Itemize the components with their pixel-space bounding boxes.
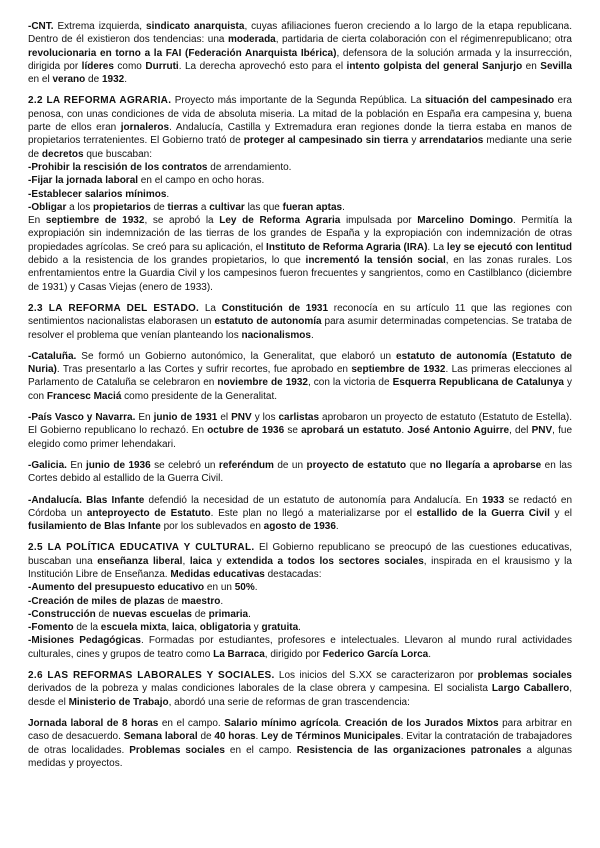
text-run: . La — [427, 241, 447, 253]
bold-text: septiembre de 1932 — [45, 215, 145, 227]
text-run: que buscaban: — [83, 148, 152, 160]
bold-text: propietarios — [93, 201, 151, 213]
bold-text: estatuto de autonomía — [214, 316, 322, 328]
text-run: las que — [244, 201, 283, 213]
text-run: de la — [73, 622, 101, 634]
text-run: . Tras presentarlo a las Cortes y sufrir recortes, fue aprobado en — [56, 364, 352, 376]
bold-text: enseñanza liberal — [97, 555, 183, 567]
text-run: . — [254, 582, 258, 594]
text-run: a los — [66, 201, 94, 213]
text-run: En — [135, 412, 154, 424]
text-run: y — [250, 622, 262, 634]
text-run: como — [113, 60, 146, 72]
text-run: El Gobierno republicano se preocupó de las cuestiones educativas, buscaban una — [28, 542, 572, 567]
andalucia-paragraph — [28, 494, 572, 534]
text-run: para asumir determinadas competencias. Se trataba de resolver el problema que venían planteando los — [28, 316, 572, 341]
bold-text: Esquerra Republicana de Catalunya — [392, 377, 564, 389]
bold-text: Creación de los Jurados Mixtos — [344, 717, 499, 729]
bold-text: estatuto de autonomía (Estatuto de Nuria) — [28, 350, 572, 376]
text-run: en el — [28, 74, 53, 86]
text-run: en un — [204, 582, 235, 594]
text-run: . Las primeras elecciones al Parlamento de Cataluña se celebraron en — [28, 364, 572, 389]
text-run: para arbitrar en caso de desacuerdo. — [28, 717, 572, 743]
section-heading: 2.5 LA POLÍTICA EDUCATIVA Y CULTURAL. — [28, 542, 255, 554]
bold-text: -Establecer salarios mínimos — [28, 188, 167, 200]
bold-text: cultivar — [209, 201, 245, 213]
bold-text: proyecto de estatuto — [306, 459, 407, 471]
bold-text: fusilamiento de Blas Infante — [28, 521, 161, 533]
bold-text: anteproyecto de Estatuto — [86, 507, 211, 519]
bold-text: PNV — [231, 412, 252, 424]
text-run: el — [217, 412, 232, 424]
bold-text: Ley de Reforma Agraria — [219, 215, 341, 227]
agraria-bullet-contratos — [28, 161, 572, 174]
text-run: . — [166, 188, 170, 200]
bold-text: Durruti — [145, 60, 179, 72]
pais-vasco-paragraph — [28, 411, 572, 451]
text-run: . — [310, 329, 314, 341]
text-run: derivados de la pobreza y malas condiciones laborales de la clase obrera y campesina. El socialista — [28, 683, 492, 695]
bold-text: La Barraca — [213, 648, 265, 660]
text-run: por los sublevados en — [160, 521, 264, 533]
text-run: Los inicios del S.XX se caracterizaron por — [274, 670, 478, 682]
text-run: . Permitía la expropiación sin indemnización de las tierras de los grandes de España y la expropiación con indemnización de otras propiedades agrícolas. Se creó para su aplicación, el — [28, 215, 573, 253]
text-run: en el campo. — [158, 717, 225, 729]
cnt-paragraph — [28, 20, 572, 86]
text-run: y — [212, 555, 227, 567]
bold-text: moderada — [227, 34, 276, 46]
bold-text: ley se ejecutó con lentitud — [446, 241, 573, 253]
bold-text: -CNT. — [28, 21, 54, 32]
text-run: de — [197, 731, 215, 743]
bold-text: escuela mixta — [100, 622, 167, 634]
bold-text: octubre de 1936 — [207, 425, 285, 437]
bold-text: 50% — [234, 582, 255, 594]
bold-text: Sevilla — [540, 60, 572, 72]
text-run: , inspirada en el krausismo y la Institución Libre de Enseñanza. — [28, 555, 572, 580]
text-run: , cuyas afiliaciones fueron creciendo a lo largo de la etapa republicana. Dentro de él existieron dos tendencias: una — [28, 21, 572, 46]
section-heading: 2.6 LAS REFORMAS LABORALES Y SOCIALES. — [28, 670, 275, 682]
text-run: a — [198, 201, 210, 213]
text-run: de arrendamiento. — [207, 161, 292, 173]
bold-text: Marcelino Domingo — [417, 215, 513, 227]
text-run: se celebró un — [150, 459, 219, 471]
text-run: . — [335, 521, 339, 533]
text-run: , defensora de la solución armada y la insurrección, dirigida por — [28, 47, 572, 72]
text-run: , — [166, 622, 172, 634]
text-run: En — [28, 215, 46, 227]
bold-text: -Obligar — [28, 201, 67, 213]
text-run: Se formó un Gobierno autonómico, la Generalitat, que elaboró un — [76, 350, 397, 362]
reforma-estado-intro — [28, 302, 572, 342]
bold-text: -Misiones Pedagógicas — [28, 635, 141, 647]
text-run: , desde el — [28, 683, 572, 708]
bold-text: junio de 1931 — [153, 412, 218, 424]
text-run: como presidente de la Generalitat. — [121, 390, 278, 402]
text-run: . — [298, 622, 301, 634]
bold-text: extendida a todos los sectores sociales — [226, 555, 424, 567]
bold-text: intento golpista del general Sanjurjo — [346, 60, 523, 72]
educativa-bullet-plazas — [28, 595, 572, 608]
bold-text: sindicato anarquista — [146, 21, 245, 32]
bold-text: arrendatarios — [419, 135, 484, 147]
educativa-bullet-presupuesto — [28, 581, 572, 594]
text-run: y los — [251, 412, 279, 424]
text-run: , — [182, 555, 190, 567]
bold-text: revolucionaria en torno a la FAI (Federación Anarquista Ibérica) — [28, 47, 337, 59]
bold-text: decretos — [41, 148, 84, 160]
bold-text: -Construcción — [28, 608, 96, 620]
text-run: reconocía en su artículo 11 que las regiones con sentimientos nacionalistas elaborasen un — [28, 302, 573, 328]
bold-text: tierras — [167, 201, 199, 213]
bold-text: 1933 — [482, 494, 505, 506]
bold-text: 1932 — [101, 74, 125, 86]
text-run: de un — [273, 459, 307, 471]
bold-text: Problemas sociales — [129, 744, 225, 756]
text-run: . — [255, 731, 262, 743]
agraria-bullet-salarios — [28, 188, 572, 201]
bold-text: incrementó la tensión social — [305, 255, 446, 267]
text-run: de — [191, 608, 209, 620]
educativa-bullet-escuelas — [28, 608, 572, 621]
text-run: se — [284, 425, 302, 437]
bold-text: Francesc Maciá — [46, 390, 122, 402]
text-run: destacadas: — [264, 568, 322, 580]
text-run: en — [522, 60, 541, 72]
bold-text: maestro — [181, 595, 221, 607]
bold-text: Federico García Lorca — [322, 648, 429, 660]
bold-text: Ley de Términos Municipales — [261, 731, 401, 743]
text-run: a algunas medidas y proyectos. — [28, 744, 572, 769]
text-run: impulsada por — [340, 215, 418, 227]
text-run: de — [85, 74, 102, 86]
bold-text: laica — [189, 555, 213, 567]
text-run: y con — [28, 377, 572, 402]
text-run: . Este plan no llegó a materializarse por el — [210, 507, 417, 519]
text-run: La — [199, 302, 222, 314]
bold-text: carlistas — [278, 412, 320, 424]
bold-text: nuevas escuelas — [112, 608, 192, 620]
bold-text: -Cataluña. — [28, 350, 77, 362]
text-run: . — [342, 201, 345, 213]
text-run: . Andalucía, Castilla y Extremadura eran regiones donde la tierra estaba en manos de propietarios terratenientes. El Gobierno trató de — [28, 122, 572, 147]
text-run: , — [194, 622, 200, 634]
text-run: de — [164, 595, 182, 607]
text-run: aprobaron un proyecto de estatuto (Estatuto de Estella). El Gobierno republicano lo rechazó. En — [28, 412, 572, 437]
text-run: Extrema izquierda, — [53, 21, 147, 32]
text-run: . La derecha aprovechó esto para el — [178, 60, 347, 72]
bold-text: problemas sociales — [477, 670, 572, 682]
text-run: mediante una serie de — [28, 135, 572, 160]
ley-reforma-agraria-paragraph — [28, 214, 572, 294]
educativa-bullet-misiones — [28, 634, 572, 661]
text-run: en el campo. — [224, 744, 297, 756]
text-run: debido a la resistencia de los grandes propietarios, lo que — [28, 255, 306, 267]
bold-text: estallido de la Guerra Civil — [416, 507, 550, 519]
bold-text: Ministerio de Trabajo — [68, 696, 169, 708]
bold-text: nacionalismos — [241, 329, 311, 341]
text-run: , con la victoria de — [307, 377, 393, 389]
bold-text: verano — [52, 74, 86, 86]
bold-text: Salario mínimo agrícola — [224, 717, 339, 729]
bold-text: -Fomento — [28, 622, 74, 634]
text-run: de — [150, 201, 168, 213]
text-run: . — [124, 74, 127, 86]
bold-text: Medidas educativas — [170, 568, 265, 580]
reformas-laborales-intro — [28, 669, 572, 709]
bold-text: Instituto de Reforma Agraria (IRA) — [266, 241, 428, 253]
bold-text: -Galicia. — [28, 459, 67, 471]
text-run: de — [95, 608, 113, 620]
text-run: en el campo en ocho horas. — [138, 175, 265, 187]
bold-text: fueran aptas — [282, 201, 343, 213]
text-run: En — [66, 459, 87, 471]
text-run: era penosa, con unas condiciones de vida de absoluta miseria. La mitad de la población en España era campesina y, buena parte de ellos eran — [28, 95, 572, 134]
text-run: , en las zonas rurales. Los enfrentamientos entre la Guardia Civil y los campesinos fueron frecuentes y sangrientos, como en Castilblanco (diciembre de 1931) y Casas Viejas (enero de 1933). — [28, 255, 573, 293]
bold-text: obligatoria — [199, 622, 251, 634]
section-heading: 2.2 LA REFORMA AGRARIA. — [28, 95, 172, 107]
bold-text: José Antonio Aguirre — [407, 425, 510, 437]
bold-text: Resistencia de las organizaciones patronales — [296, 744, 522, 756]
bold-text: primaria — [208, 608, 249, 620]
agraria-bullet-jornada — [28, 174, 572, 187]
bold-text: laica — [171, 622, 195, 634]
text-run: . — [220, 595, 224, 607]
text-run: defendió la necesidad de un estatuto de autonomía para Andalucía. En — [144, 494, 483, 506]
bold-text: -Fijar la jornada laboral — [28, 175, 139, 187]
bold-text: noviembre de 1932 — [217, 377, 308, 389]
bold-text: Constitución de 1931 — [221, 302, 329, 314]
bold-text: junio de 1936 — [86, 459, 151, 471]
text-run: , abordó una serie de reformas de gran trascendencia: — [168, 696, 410, 708]
bold-text: líderes — [81, 60, 114, 72]
bold-text: gratuita — [261, 622, 299, 634]
text-run: Proyecto más importante de la Segunda República. La — [171, 95, 425, 107]
bold-text: -Prohibir la rescisión de los contratos — [28, 161, 208, 173]
reformas-laborales-medidas — [28, 717, 572, 770]
bold-text: -Creación de miles de plazas — [28, 595, 165, 607]
text-run: y — [408, 135, 420, 147]
bold-text: no llegaría a aprobarse — [429, 459, 542, 471]
bold-text: agosto de 1936 — [263, 521, 336, 533]
text-run: . — [248, 608, 251, 620]
text-run: que — [406, 459, 430, 471]
bold-text: -Andalucía. Blas Infante — [28, 494, 145, 506]
bold-text: septiembre de 1932 — [351, 364, 446, 376]
bold-text: Jornada laboral de 8 horas — [28, 717, 159, 729]
text-run: , se aprobó la — [144, 215, 220, 227]
reforma-agraria-intro — [28, 94, 572, 160]
bold-text: 40 horas — [214, 731, 256, 743]
bold-text: PNV — [531, 425, 553, 437]
politica-educativa-intro — [28, 541, 572, 581]
cataluna-paragraph — [28, 350, 572, 403]
bold-text: -País Vasco y Navarra. — [28, 412, 136, 424]
text-run: . — [338, 717, 345, 729]
text-run: en las Cortes debido al estallido de la Guerra Civil. — [28, 459, 572, 485]
bold-text: situación del campesinado — [425, 95, 555, 107]
bold-text: Semana laboral — [123, 731, 198, 743]
bold-text: referéndum — [218, 459, 274, 471]
educativa-bullet-escuela-mixta — [28, 621, 572, 634]
bold-text: -Aumento del presupuesto educativo — [28, 582, 205, 594]
bold-text: proteger al campesinado sin tierra — [243, 135, 409, 147]
text-run: . Formadas por estudiantes, profesores e intelectuales. Llevaron al mundo rural actividades culturales, cines y grupos de teatro como — [28, 635, 572, 660]
text-run: . — [401, 425, 408, 437]
section-heading: 2.3 LA REFORMA DEL ESTADO. — [28, 302, 200, 314]
text-run: , partidaria de cierta colaboración con el régimenrepublicano; otra — [275, 34, 572, 46]
text-run: , fue elegido como primer lehendakari. — [28, 425, 573, 450]
galicia-paragraph — [28, 459, 572, 486]
text-run: se redactó en Córdoba un — [28, 494, 573, 519]
text-run: , dirigido por — [264, 648, 323, 660]
text-run: . — [428, 648, 431, 660]
bold-text: aprobará un estatuto — [301, 425, 402, 437]
text-run: y el — [549, 507, 572, 519]
text-run: . Evitar la contratación de trabajadores de otras localidades. — [28, 731, 573, 756]
agraria-bullet-obligar — [28, 201, 572, 214]
bold-text: jornaleros — [120, 122, 170, 134]
bold-text: Largo Caballero — [491, 683, 570, 695]
text-run: , del — [509, 425, 532, 437]
